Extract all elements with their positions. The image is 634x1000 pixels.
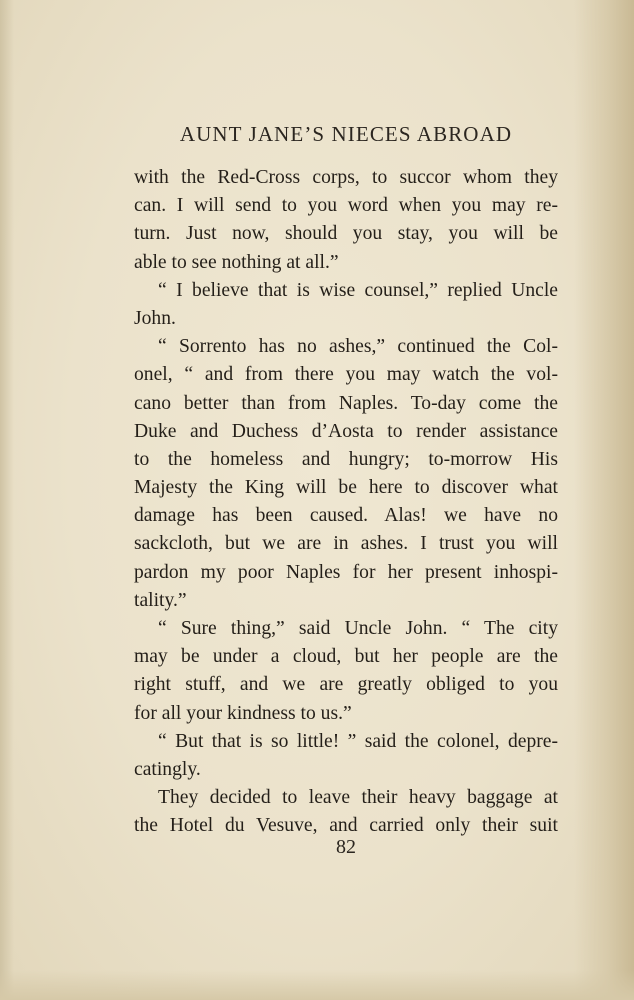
text-line: “ Sure thing,” said Uncle John. “ The city [158,618,558,639]
text-line: with the Red-Cross corps, to succor whom they [134,167,558,188]
text-line: pardon my poor Naples for her present inhospi- [134,561,558,583]
page-bottom-shadow [0,970,634,1000]
page-edge-shadow [574,0,634,1000]
text-line: John. [134,307,176,329]
page-gutter-shadow [0,0,14,1000]
text-line: turn. Just now, should you stay, you will be [134,223,558,245]
text-line: sackcloth, but we are in ashes. I trust you will [134,533,558,555]
text-line: Majesty the King will be here to discover what [134,477,558,499]
text-line: Duke and Duchess d’Aosta to render assistance [134,420,558,442]
text-line: for all your kindness to us.” [134,702,352,724]
running-head: AUNT JANE’S NIECES ABROAD [179,122,513,146]
text-line: right stuff, and we are greatly obliged to you [134,674,558,696]
text-line: cano better than from Naples. To-day come the [134,392,558,414]
text-line: able to see nothing at all.” [134,251,339,273]
text-line: “ Sorrento has no ashes,” continued the Col- [158,336,558,358]
text-line: They decided to leave their heavy baggage at [158,787,558,809]
text-line: damage has been caused. Alas! we have no [134,505,558,527]
text-line: “ But that is so little! ” said the colonel, depre- [158,730,558,752]
text-line: can. I will send to you word when you may re- [134,195,558,217]
page-number: 82 [336,836,356,858]
text-line: onel, “ and from there you may watch the vol- [134,364,558,386]
text-line: the Hotel du Vesuve, and carried only their suit [134,815,558,837]
text-line: tality.” [134,589,187,611]
text-line: may be under a cloud, but her people are the [134,646,558,668]
body-text [134,164,558,841]
text-line: “ I believe that is wise counsel,” replied Uncle [158,279,558,301]
text-line: to the homeless and hungry; to-morrow His [134,448,558,470]
text-line: catingly. [134,758,201,780]
